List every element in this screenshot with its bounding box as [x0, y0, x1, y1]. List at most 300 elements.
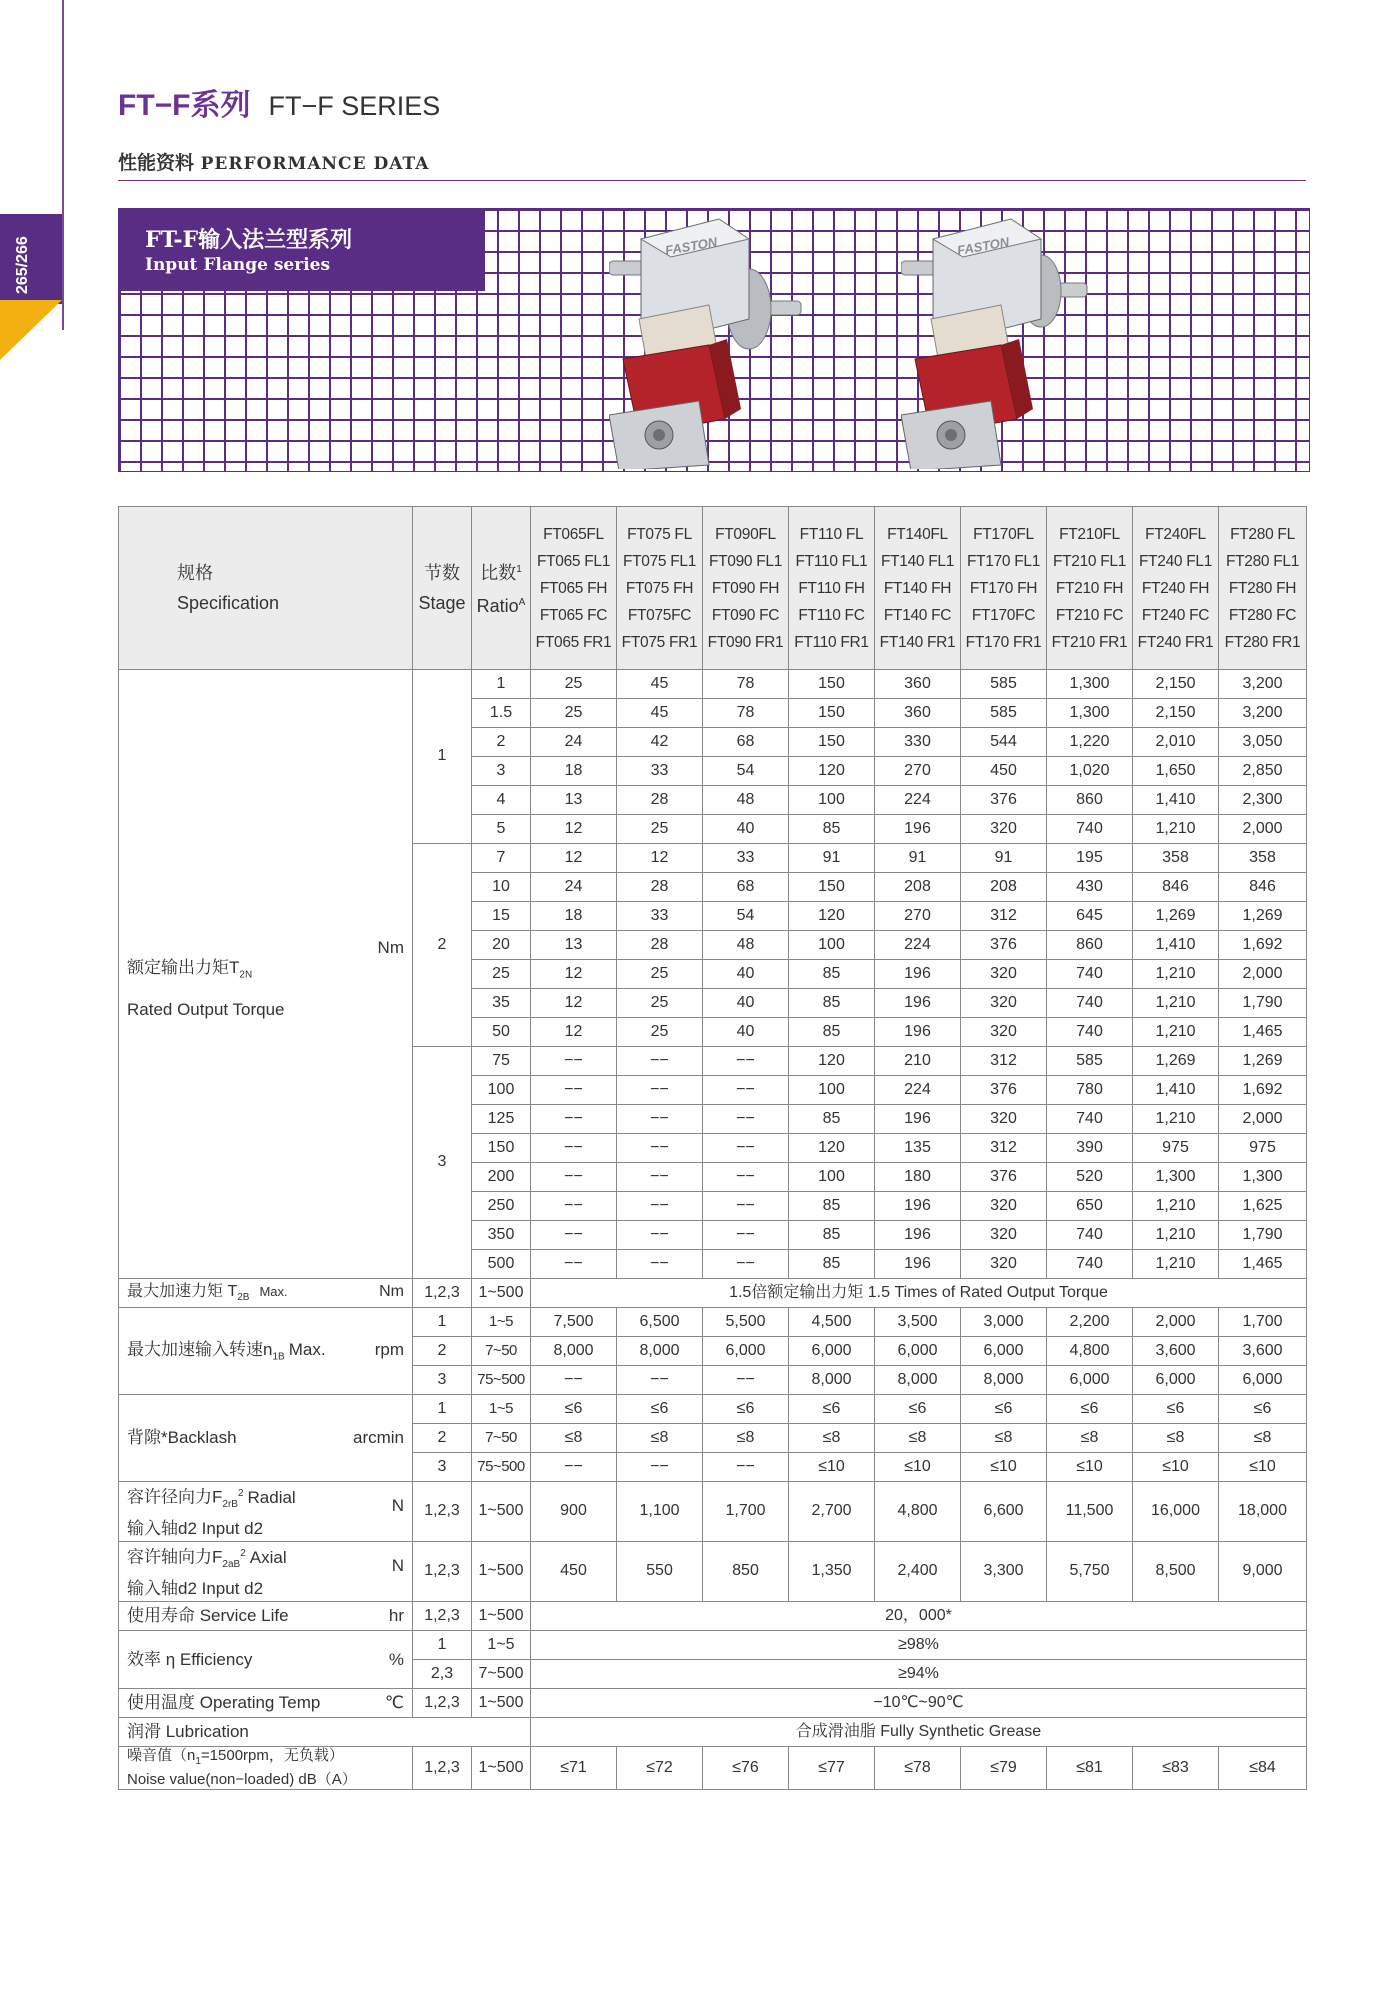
model-name: FT075 FH — [625, 579, 694, 597]
value-cell: −− — [617, 1163, 703, 1192]
side-accent-line — [62, 0, 64, 330]
backlash-label — [119, 1395, 413, 1482]
value-cell: 78 — [703, 670, 789, 699]
value-cell: 16,000 — [1133, 1482, 1219, 1542]
spec-header — [119, 507, 413, 670]
ratio-cell: 350 — [472, 1221, 531, 1250]
value-cell: 390 — [1047, 1134, 1133, 1163]
value-cell: 150 — [789, 699, 875, 728]
value-cell: 196 — [875, 1250, 961, 1279]
value-cell: 5,500 — [703, 1308, 789, 1337]
value-cell: 85 — [789, 960, 875, 989]
spec-header-cn: 规格 — [177, 563, 213, 583]
max-accel-torque-row — [119, 1279, 1307, 1308]
ratio-cell: 250 — [472, 1192, 531, 1221]
ratio-cell: 1~500 — [472, 1482, 531, 1542]
ratio-cell: 1 — [472, 670, 531, 699]
radial-label-en: Radial — [247, 1487, 296, 1507]
value-cell: 846 — [1133, 873, 1219, 902]
max-accel-torque-max: Max. — [259, 1283, 288, 1299]
value-cell: 975 — [1219, 1134, 1307, 1163]
backlash-text: 背隙*Backlash — [127, 1428, 237, 1448]
ratio-cell: 1~500 — [472, 1542, 531, 1602]
value-cell: 40 — [703, 1018, 789, 1047]
performance-table — [118, 506, 1307, 1790]
value-cell: 780 — [1047, 1076, 1133, 1105]
value-cell: ≤10 — [1219, 1453, 1307, 1482]
radial-label-sub: 2rB — [222, 1499, 238, 1511]
value-cell: 1,269 — [1219, 1047, 1307, 1076]
model-name: FT065 FH — [539, 579, 608, 597]
value-cell: ≤8 — [531, 1424, 617, 1453]
value-cell: 1,269 — [1133, 902, 1219, 931]
efficiency-label — [119, 1631, 413, 1689]
stage-cell: 1 — [413, 1631, 472, 1660]
model-name: FT065 FR1 — [535, 633, 612, 651]
value-cell: 24 — [531, 873, 617, 902]
value-cell: ≤6 — [1219, 1395, 1307, 1424]
value-cell: ≤6 — [1047, 1395, 1133, 1424]
ratio-cell: 35 — [472, 989, 531, 1018]
value-cell: 45 — [617, 699, 703, 728]
value-cell: 33 — [703, 844, 789, 873]
model-header — [961, 507, 1047, 670]
max-speed-unit: rpm — [374, 1339, 404, 1359]
value-cell: 25 — [617, 815, 703, 844]
stage-cell: 2 — [413, 844, 472, 1047]
model-header — [1219, 507, 1307, 670]
ratio-footnote-a: A — [518, 597, 526, 608]
value-cell: 6,000 — [1133, 1366, 1219, 1395]
ratio-cell: 7~50 — [472, 1424, 531, 1453]
model-name: FT240 FC — [1141, 606, 1210, 624]
noise-label-b: =1500rpm，无负载） — [200, 1747, 344, 1765]
axial-label-sup: 2 — [240, 1548, 246, 1560]
model-name: FT140FL — [887, 525, 948, 543]
value-cell: 224 — [875, 931, 961, 960]
value-cell: −− — [531, 1366, 617, 1395]
value-cell: −− — [531, 1221, 617, 1250]
value-cell: 85 — [789, 1105, 875, 1134]
value-cell: ≤8 — [703, 1424, 789, 1453]
efficiency-unit: % — [388, 1649, 404, 1669]
operating-temp-unit: ℃ — [384, 1693, 404, 1713]
value-cell: 2,400 — [875, 1542, 961, 1602]
value-cell: 48 — [703, 931, 789, 960]
value-cell: 1,650 — [1133, 757, 1219, 786]
efficiency-text: 效率 η Efficiency — [127, 1649, 253, 1669]
value-cell: 4,800 — [1047, 1337, 1133, 1366]
value-cell: −− — [531, 1453, 617, 1482]
value-cell: 312 — [961, 902, 1047, 931]
value-cell: 28 — [617, 931, 703, 960]
value-cell: 1,210 — [1133, 815, 1219, 844]
value-cell: −− — [703, 1163, 789, 1192]
value-cell: 85 — [789, 1192, 875, 1221]
value-cell: 330 — [875, 728, 961, 757]
model-name: FT075 FL — [627, 525, 692, 543]
value-cell: 450 — [531, 1542, 617, 1602]
model-name: FT210 FR1 — [1051, 633, 1128, 651]
value-cell: 150 — [789, 873, 875, 902]
efficiency-row — [119, 1631, 1307, 1660]
value-cell: 740 — [1047, 815, 1133, 844]
value-cell: 11,500 — [1047, 1482, 1133, 1542]
banner-title-en: Input Flange series — [145, 255, 331, 275]
stage-cell: 1 — [413, 670, 472, 844]
ratio-cell: 7 — [472, 844, 531, 873]
value-cell: 2,150 — [1133, 699, 1219, 728]
model-name: FT090 FL1 — [708, 552, 783, 570]
value-cell: ≤6 — [789, 1395, 875, 1424]
gearbox-image — [609, 209, 809, 469]
ratio-cell: 3 — [472, 757, 531, 786]
value-cell: 376 — [961, 1076, 1047, 1105]
value-cell: 208 — [875, 873, 961, 902]
operating-temp-value: −10℃~90℃ — [531, 1689, 1307, 1718]
radial-label-sup: 2 — [237, 1488, 244, 1499]
value-cell: 33 — [617, 757, 703, 786]
value-cell: −− — [531, 1250, 617, 1279]
value-cell: 196 — [875, 815, 961, 844]
value-cell: 1,300 — [1047, 670, 1133, 699]
value-cell: 224 — [875, 1076, 961, 1105]
operating-temp-label — [119, 1689, 413, 1718]
value-cell: 100 — [789, 1163, 875, 1192]
value-cell: 1,269 — [1219, 902, 1307, 931]
value-cell: ≤10 — [789, 1453, 875, 1482]
service-life-row — [119, 1602, 1307, 1631]
model-name: FT110 FH — [798, 579, 865, 597]
model-name: FT140 FL1 — [880, 552, 955, 570]
value-cell: 376 — [961, 786, 1047, 815]
value-cell: 650 — [1047, 1192, 1133, 1221]
value-cell: 12 — [531, 844, 617, 873]
stage-cell: 3 — [413, 1047, 472, 1279]
value-cell: −− — [531, 1105, 617, 1134]
axial-force-row — [119, 1542, 1307, 1602]
stage-cell: 3 — [413, 1366, 472, 1395]
brand-text-2: FASTON — [955, 234, 1011, 259]
ratio-cell: 500 — [472, 1250, 531, 1279]
value-cell: 585 — [961, 699, 1047, 728]
value-cell: −− — [703, 1105, 789, 1134]
value-cell: 270 — [875, 902, 961, 931]
max-speed-row — [119, 1308, 1307, 1337]
value-cell: ≤81 — [1047, 1747, 1133, 1790]
ratio-cell: 2 — [472, 728, 531, 757]
model-name: FT210FL — [1059, 525, 1120, 543]
model-name: FT170 FL1 — [966, 552, 1041, 570]
stage-cell: 1,2,3 — [413, 1602, 472, 1631]
value-cell: 18,000 — [1219, 1482, 1307, 1542]
value-cell: 12 — [531, 815, 617, 844]
radial-force-label — [119, 1482, 413, 1542]
radial-unit: N — [391, 1496, 404, 1515]
lubrication-label: 润滑 Lubrication — [119, 1718, 531, 1747]
value-cell: 270 — [875, 757, 961, 786]
value-cell: 740 — [1047, 960, 1133, 989]
value-cell: 8,000 — [789, 1366, 875, 1395]
value-cell: 25 — [617, 1018, 703, 1047]
stage-cell: 1,2,3 — [413, 1689, 472, 1718]
value-cell: 1,210 — [1133, 989, 1219, 1018]
lubrication-value: 合成滑油脂 Fully Synthetic Grease — [531, 1718, 1307, 1747]
radial-label-line1 — [127, 1482, 412, 1517]
gearbox-image-2 — [901, 209, 1101, 469]
ratio-cell: 50 — [472, 1018, 531, 1047]
page-number-tab — [0, 214, 62, 304]
service-life-value: 20，000* — [531, 1602, 1307, 1631]
value-cell: 100 — [789, 1076, 875, 1105]
torque-row — [119, 670, 1307, 699]
model-name: FT110 FC — [798, 606, 865, 624]
backlash-row — [119, 1395, 1307, 1424]
value-cell: 18 — [531, 902, 617, 931]
ratio-header-en: Ratio — [476, 596, 519, 616]
model-header — [531, 507, 617, 670]
value-cell: −− — [617, 1047, 703, 1076]
ratio-cell: 1~500 — [472, 1602, 531, 1631]
ratio-cell: 125 — [472, 1105, 531, 1134]
value-cell: 85 — [789, 1250, 875, 1279]
value-cell: 208 — [961, 873, 1047, 902]
value-cell: 196 — [875, 1105, 961, 1134]
value-cell: 6,000 — [875, 1337, 961, 1366]
value-cell: ≤8 — [1219, 1424, 1307, 1453]
value-cell: 430 — [1047, 873, 1133, 902]
page-number: 265/266 — [14, 236, 31, 294]
value-cell: 85 — [789, 989, 875, 1018]
stage-cell: 1 — [413, 1308, 472, 1337]
value-cell: 2,000 — [1133, 1308, 1219, 1337]
value-cell: 2,000 — [1219, 960, 1307, 989]
max-accel-torque-label — [119, 1279, 413, 1308]
value-cell: 120 — [789, 1047, 875, 1076]
value-cell: 376 — [961, 1163, 1047, 1192]
model-header — [1133, 507, 1219, 670]
stage-cell: 2 — [413, 1337, 472, 1366]
max-speed-sub: 1B — [272, 1350, 285, 1362]
ratio-cell: 7~50 — [472, 1337, 531, 1366]
stage-header-cn: 节数 — [424, 563, 460, 583]
axial-label-sub: 2aB — [222, 1559, 241, 1571]
model-name: FT090 FH — [711, 579, 780, 597]
value-cell: 1,692 — [1219, 931, 1307, 960]
axial-label-en: Axial — [249, 1547, 287, 1567]
ratio-cell: 15 — [472, 902, 531, 931]
value-cell: 1,210 — [1133, 1018, 1219, 1047]
max-speed-max: Max. — [288, 1339, 326, 1359]
value-cell: 312 — [961, 1134, 1047, 1163]
value-cell: −− — [617, 1453, 703, 1482]
model-name: FT140 FC — [883, 606, 952, 624]
value-cell: −− — [531, 1163, 617, 1192]
value-cell: 150 — [789, 670, 875, 699]
side-yellow-wedge — [0, 300, 62, 360]
value-cell: 1,300 — [1133, 1163, 1219, 1192]
value-cell: 54 — [703, 902, 789, 931]
value-cell: 25 — [617, 989, 703, 1018]
model-name: FT110 FR1 — [794, 633, 869, 651]
value-cell: 5,750 — [1047, 1542, 1133, 1602]
model-name: FT090 FC — [711, 606, 780, 624]
model-name: FT170FC — [971, 606, 1036, 624]
value-cell: 550 — [617, 1542, 703, 1602]
value-cell: 3,000 — [961, 1308, 1047, 1337]
value-cell: −− — [531, 1192, 617, 1221]
value-cell: 1,210 — [1133, 1221, 1219, 1250]
value-cell: ≤10 — [961, 1453, 1047, 1482]
value-cell: ≤83 — [1133, 1747, 1219, 1790]
value-cell: 68 — [703, 728, 789, 757]
max-accel-torque-value: 1.5倍额定输出力矩 1.5 Times of Rated Output Torque — [531, 1279, 1307, 1308]
value-cell: 1,300 — [1219, 1163, 1307, 1192]
value-cell: 25 — [531, 699, 617, 728]
ratio-cell: 1.5 — [472, 699, 531, 728]
value-cell: 360 — [875, 670, 961, 699]
value-cell: 846 — [1219, 873, 1307, 902]
title-en: FT−F SERIES — [268, 91, 441, 121]
value-cell: 6,600 — [961, 1482, 1047, 1542]
noise-label-sub: 1 — [195, 1756, 201, 1768]
axial-force-label — [119, 1542, 413, 1602]
value-cell: 12 — [531, 960, 617, 989]
model-header — [789, 507, 875, 670]
value-cell: 210 — [875, 1047, 961, 1076]
value-cell: 860 — [1047, 786, 1133, 815]
value-cell: 1,410 — [1133, 786, 1219, 815]
ratio-cell: 10 — [472, 873, 531, 902]
stage-header-en: Stage — [418, 593, 466, 613]
value-cell: 28 — [617, 873, 703, 902]
ratio-header-cn: 比数 — [480, 563, 517, 583]
operating-temp-text: 使用温度 Operating Temp — [127, 1693, 321, 1713]
value-cell: 2,200 — [1047, 1308, 1133, 1337]
value-cell: 975 — [1133, 1134, 1219, 1163]
value-cell: ≤84 — [1219, 1747, 1307, 1790]
max-accel-torque-sub: 2B — [237, 1291, 250, 1303]
value-cell: −− — [617, 1221, 703, 1250]
value-cell: 3,300 — [961, 1542, 1047, 1602]
value-cell: −− — [617, 1105, 703, 1134]
value-cell: 45 — [617, 670, 703, 699]
value-cell: −− — [703, 1250, 789, 1279]
model-name: FT210 FL1 — [1052, 552, 1127, 570]
operating-temp-row — [119, 1689, 1307, 1718]
value-cell: 740 — [1047, 1250, 1133, 1279]
value-cell: 320 — [961, 960, 1047, 989]
radial-label-cn: 容许径向力F — [127, 1487, 223, 1507]
value-cell: −− — [703, 1047, 789, 1076]
stage-cell: 1,2,3 — [413, 1747, 472, 1790]
ratio-cell: 20 — [472, 931, 531, 960]
value-cell: 520 — [1047, 1163, 1133, 1192]
value-cell: 12 — [531, 989, 617, 1018]
value-cell: ≤10 — [1133, 1453, 1219, 1482]
model-name: FT280 FR1 — [1224, 633, 1301, 651]
radial-label-line2: 输入轴d2 Input d2 — [127, 1519, 264, 1539]
max-speed-cn: 最大加速输入转速n — [127, 1339, 273, 1359]
axial-label-cn: 容许轴向力F — [127, 1547, 223, 1567]
value-cell: 40 — [703, 989, 789, 1018]
value-cell: 1,465 — [1219, 1250, 1307, 1279]
value-cell: 224 — [875, 786, 961, 815]
value-cell: 2,850 — [1219, 757, 1307, 786]
model-name: FT210 FH — [1055, 579, 1124, 597]
value-cell: 740 — [1047, 989, 1133, 1018]
stage-cell: 2 — [413, 1424, 472, 1453]
value-cell: ≤6 — [961, 1395, 1047, 1424]
value-cell: 6,000 — [961, 1337, 1047, 1366]
ratio-cell: 5 — [472, 815, 531, 844]
stage-cell: 1,2,3 — [413, 1542, 472, 1602]
value-cell: ≤76 — [703, 1747, 789, 1790]
value-cell: 9,000 — [1219, 1542, 1307, 1602]
value-cell: 376 — [961, 931, 1047, 960]
value-cell: 42 — [617, 728, 703, 757]
value-cell: ≤8 — [961, 1424, 1047, 1453]
section-title-en: PERFORMANCE DATA — [200, 154, 430, 174]
value-cell: 196 — [875, 1018, 961, 1047]
value-cell: 28 — [617, 786, 703, 815]
value-cell: 320 — [961, 1105, 1047, 1134]
model-name: FT240FL — [1145, 525, 1206, 543]
noise-label-a: 噪音值（n — [127, 1747, 196, 1765]
max-accel-torque-unit: Nm — [379, 1282, 404, 1300]
value-cell: 2,000 — [1219, 815, 1307, 844]
value-cell: 8,000 — [617, 1337, 703, 1366]
banner-title-cn: FT-F输入法兰型系列 — [145, 227, 353, 253]
value-cell: 85 — [789, 1018, 875, 1047]
header-row — [119, 507, 1307, 670]
value-cell: 25 — [531, 670, 617, 699]
value-cell: 2,010 — [1133, 728, 1219, 757]
value-cell: −− — [703, 1192, 789, 1221]
ratio-cell: 75~500 — [472, 1453, 531, 1482]
model-name: FT075 FR1 — [621, 633, 698, 651]
noise-label-line1 — [127, 1747, 412, 1771]
value-cell: 1,465 — [1219, 1018, 1307, 1047]
title-divider — [118, 180, 1306, 181]
model-name: FT065 FC — [539, 606, 608, 624]
value-cell: 91 — [789, 844, 875, 873]
value-cell: ≤8 — [1047, 1424, 1133, 1453]
value-cell: 358 — [1219, 844, 1307, 873]
value-cell: 3,600 — [1133, 1337, 1219, 1366]
model-name: FT065 FL1 — [536, 552, 611, 570]
backlash-unit: arcmin — [352, 1428, 404, 1448]
noise-label — [119, 1747, 413, 1790]
model-name: FT240 FH — [1141, 579, 1210, 597]
torque-unit: Nm — [377, 938, 404, 958]
value-cell: 54 — [703, 757, 789, 786]
stage-cell: 1,2,3 — [413, 1482, 472, 1542]
ratio-cell: 1~500 — [472, 1279, 531, 1308]
value-cell: 6,000 — [1219, 1366, 1307, 1395]
value-cell: 544 — [961, 728, 1047, 757]
value-cell: 13 — [531, 786, 617, 815]
value-cell: 450 — [961, 757, 1047, 786]
stage-header — [413, 507, 472, 670]
section-title-cn: 性能资料 — [118, 152, 195, 174]
torque-label — [119, 670, 413, 1279]
value-cell: ≤8 — [789, 1424, 875, 1453]
value-cell: 78 — [703, 699, 789, 728]
value-cell: 320 — [961, 1192, 1047, 1221]
value-cell: 320 — [961, 1018, 1047, 1047]
value-cell: 85 — [789, 1221, 875, 1250]
